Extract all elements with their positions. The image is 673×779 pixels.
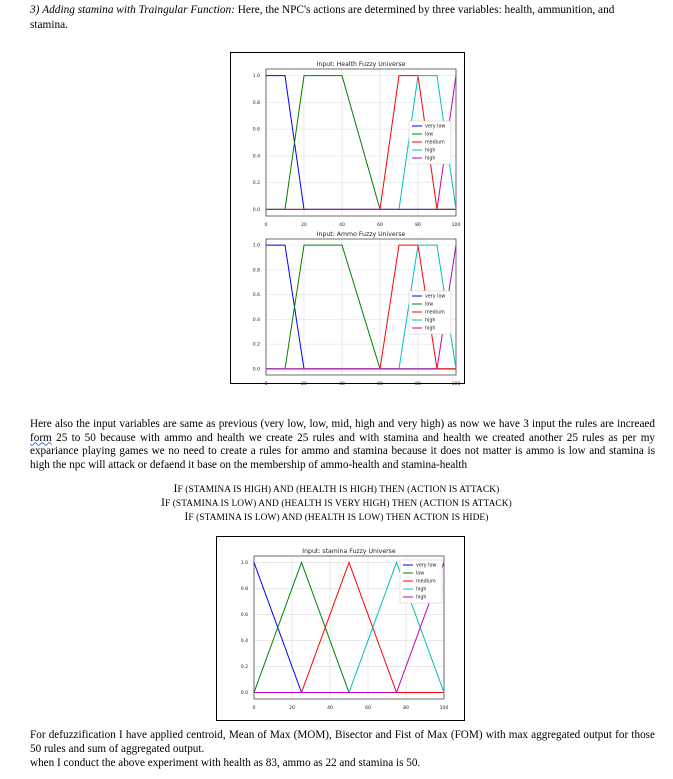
legend-label: very low: [425, 294, 446, 300]
legend: [400, 560, 442, 603]
rule-1: IF (STAMINA IS HIGH) AND (HEALTH IS HIGH) THEN (ACTION IS ATTACK): [173, 483, 500, 495]
y-tick-label: 0.6: [252, 127, 260, 133]
legend-label: medium: [416, 579, 436, 585]
legend-label: high: [416, 587, 427, 593]
rule-3: IF (STAMINA IS LOW) AND (HEALTH IS LOW) THEN ACTION IS HIDE): [184, 511, 489, 523]
health-ammo-plots: [231, 53, 464, 387]
x-tick-label: 20: [289, 706, 295, 711]
chart-title: Input: stamina Fuzzy Universe: [302, 548, 396, 555]
chart-title: Input: Ammo Fuzzy Universe: [316, 231, 406, 238]
legend-label: high: [425, 318, 436, 324]
x-tick-label: 100: [439, 706, 449, 711]
x-tick-label: 60: [377, 223, 383, 228]
legend-label: high: [425, 156, 436, 162]
legend-label: low: [425, 132, 434, 138]
x-tick-label: 0: [264, 382, 268, 387]
x-tick-label: 0: [252, 706, 256, 711]
legend-label: low: [416, 571, 425, 577]
y-tick-label: 0.4: [252, 317, 260, 323]
y-tick-label: 0.6: [240, 613, 248, 619]
y-tick-label: 0.2: [240, 665, 248, 671]
legend-label: high: [425, 148, 436, 154]
chart-2: [241, 548, 449, 711]
x-tick-label: 20: [301, 382, 307, 387]
x-tick-label: 40: [327, 706, 333, 711]
chart-1: [253, 231, 461, 387]
y-tick-label: 0.2: [252, 342, 260, 348]
legend-label: low: [425, 302, 434, 308]
rule-2: IF (STAMINA IS LOW) AND (HEALTH IS VERY HIGH) THEN (ACTION IS ATTACK): [161, 497, 512, 509]
x-tick-label: 80: [415, 223, 421, 228]
y-tick-label: 1.0: [240, 561, 248, 567]
section-title: Adding stamina with Traingular Function:: [42, 4, 235, 16]
section-number: 3): [30, 4, 40, 16]
chart-title: Input: Health Fuzzy Universe: [316, 61, 406, 68]
section-intro: Here, the NPC's actions are determined by three variables: health, ammunition, and stamina.: [30, 4, 615, 31]
x-tick-label: 40: [339, 382, 345, 387]
x-tick-label: 20: [301, 223, 307, 228]
paragraph-rules: Here also the input variables are same as previous (very low, low, mid, high and very high) as now we have 3 input the rules are increaed form 25 to 50 because with ammo and health we create 25 rules and with stamina and health we created another 25 rules as per my expariance playing games we no need to create a rules for ammo and stamina because it does not matter is ammo is low and stamina is high the npc will attack or defaend it base on the membership of ammo-health and stamina-health: [30, 418, 655, 471]
x-tick-label: 40: [339, 223, 345, 228]
chart-0: [253, 61, 461, 228]
legend-label: very low: [416, 563, 437, 569]
y-tick-label: 0.0: [252, 207, 260, 213]
y-tick-label: 0.2: [252, 181, 260, 187]
legend-label: medium: [425, 140, 445, 146]
legend: [409, 121, 451, 164]
y-tick-label: 0.4: [252, 154, 260, 160]
y-tick-label: 0.8: [252, 268, 260, 274]
x-tick-label: 80: [403, 706, 409, 711]
y-tick-label: 0.8: [240, 587, 248, 593]
x-tick-label: 100: [451, 382, 461, 387]
x-tick-label: 60: [377, 382, 383, 387]
legend-label: high: [425, 326, 436, 332]
y-tick-label: 0.4: [240, 639, 248, 645]
legend-label: medium: [425, 310, 445, 316]
section-heading: [30, 3, 655, 32]
y-tick-label: 0.8: [252, 100, 260, 106]
figure-stamina: [216, 536, 465, 721]
legend-label: very low: [425, 124, 446, 130]
y-tick-label: 0.0: [252, 367, 260, 373]
x-tick-label: 80: [415, 382, 421, 387]
x-tick-label: 0: [264, 223, 268, 228]
typo-word: form: [30, 431, 52, 444]
legend: [409, 291, 451, 334]
legend-label: high: [416, 595, 427, 601]
y-tick-label: 0.6: [252, 293, 260, 299]
paragraph-experiment: when I conduct the above experiment with health as 83, ammo as 22 and stamina is 50.: [30, 757, 421, 769]
x-tick-label: 100: [451, 223, 461, 228]
figure-health-ammo: [230, 52, 465, 387]
paragraph-defuzzification: For defuzzification I have applied centroid, Mean of Max (MOM), Bisector and Fist of Max (FOM) with max aggregated output for those 50 rules and sum of aggregated output.: [30, 729, 655, 755]
y-tick-label: 0.0: [240, 691, 248, 697]
y-tick-label: 1.0: [252, 74, 260, 80]
stamina-plot: [217, 537, 464, 720]
y-tick-label: 1.0: [252, 243, 260, 249]
x-tick-label: 60: [365, 706, 371, 711]
